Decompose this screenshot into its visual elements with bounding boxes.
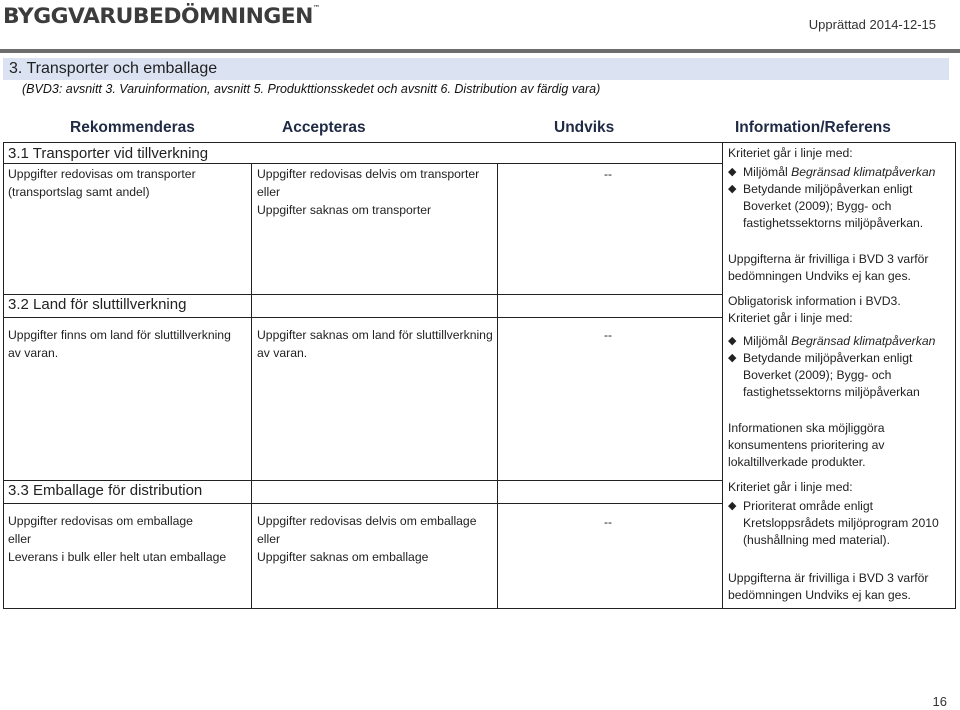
accepteras-cell: Uppgifter redovisas delvis om transporter eller Uppgifter saknas om transporter xyxy=(257,167,480,217)
info-cell: Kriteriet går i linje med: ◆ Miljömål Begränsad klimatpåverkan ◆ Betydande miljöpåverkan enligt Boverket (2009); Bygg- och fastighetssektorns miljöpåverkan. Uppgifterna är frivilliga i BVD 3 varför bedömningen Undviks ej kan ges. xyxy=(728,145,952,285)
row-heading: 3.3 Emballage för distribution xyxy=(8,482,203,499)
column-header-accepteras: Accepteras xyxy=(282,119,366,136)
accepteras-cell: Uppgifter saknas om land för sluttillverkning av varan. xyxy=(257,328,493,360)
row-divider xyxy=(3,480,722,481)
column-divider xyxy=(722,163,723,609)
rekommenderas-cell: Uppgifter finns om land för sluttillverkning av varan. xyxy=(8,328,231,360)
row-divider xyxy=(3,294,722,295)
created-date: Upprättad 2014-12-15 xyxy=(808,17,936,32)
info-cell: Kriteriet går i linje med: ◆ Prioriterat område enligt Kretsloppsrådets miljöprogram 2010 (hushållning med material). Uppgifterna är frivilliga i BVD 3 varför bedömningen Undviks ej kan ges. xyxy=(728,479,952,604)
column-header-information: Information/Referens xyxy=(735,119,891,136)
logo: BYGGVARUBEDÖMNINGEN™ xyxy=(3,4,320,28)
page-number: 16 xyxy=(932,694,947,709)
row-divider xyxy=(3,317,722,318)
row-divider xyxy=(3,163,722,164)
table-top-border xyxy=(3,142,956,143)
row-heading: 3.2 Land för sluttillverkning xyxy=(8,296,187,313)
table-left-border xyxy=(3,142,4,609)
column-divider xyxy=(722,142,723,163)
rekommenderas-cell: Uppgifter redovisas om emballage eller Leverans i bulk eller helt utan emballage xyxy=(8,514,227,564)
accepteras-cell: Uppgifter redovisas delvis om emballage eller Uppgifter saknas om emballage xyxy=(257,514,477,564)
undviks-cell: -- xyxy=(604,328,612,342)
rekommenderas-cell: Uppgifter redovisas om transporter (transportslag samt andel) xyxy=(8,167,196,199)
list-item: ◆ Prioriterat område enligt Kretsloppsrådets miljöprogram 2010 (hushållning med material). xyxy=(728,499,939,547)
undviks-cell: -- xyxy=(604,515,612,529)
row-divider xyxy=(3,503,722,504)
section-subtitle: (BVD3: avsnitt 3. Varuinformation, avsnitt 5. Produkttionsskedet och avsnitt 6. Distribution av färdig vara) xyxy=(22,82,601,96)
list-item: ◆ Miljömål Begränsad klimatpåverkan xyxy=(728,334,936,348)
undviks-cell: -- xyxy=(604,167,612,181)
list-item: ◆ Betydande miljöpåverkan enligt Boverket (2009); Bygg- och fastighetssektorns miljöpåverkan xyxy=(728,351,920,399)
table-right-border xyxy=(955,142,956,609)
info-cell: Obligatorisk information i BVD3. Kriteriet går i linje med: ◆ Miljömål Begränsad klimatpåverkan ◆ Betydande miljöpåverkan enligt Boverket (2009); Bygg- och fastighetssektorns miljöpåverkan Informationen ska möjliggöra konsumentens prioritering av lokaltillverkade produkter. xyxy=(728,293,952,471)
column-header-rekommenderas: Rekommenderas xyxy=(70,119,195,136)
table-bottom-border xyxy=(3,608,956,609)
column-divider xyxy=(251,163,252,609)
list-item: ◆ Miljömål Begränsad klimatpåverkan xyxy=(728,165,936,179)
row-heading: 3.1 Transporter vid tillverkning xyxy=(8,145,209,162)
section-title: 3. Transporter och emballage xyxy=(9,60,218,77)
header-divider xyxy=(0,49,960,53)
column-header-undviks: Undviks xyxy=(554,119,615,136)
list-item: ◆ Betydande miljöpåverkan enligt Boverket (2009); Bygg- och fastighetssektorns miljöpåverkan. xyxy=(728,182,924,230)
column-divider xyxy=(497,163,498,609)
